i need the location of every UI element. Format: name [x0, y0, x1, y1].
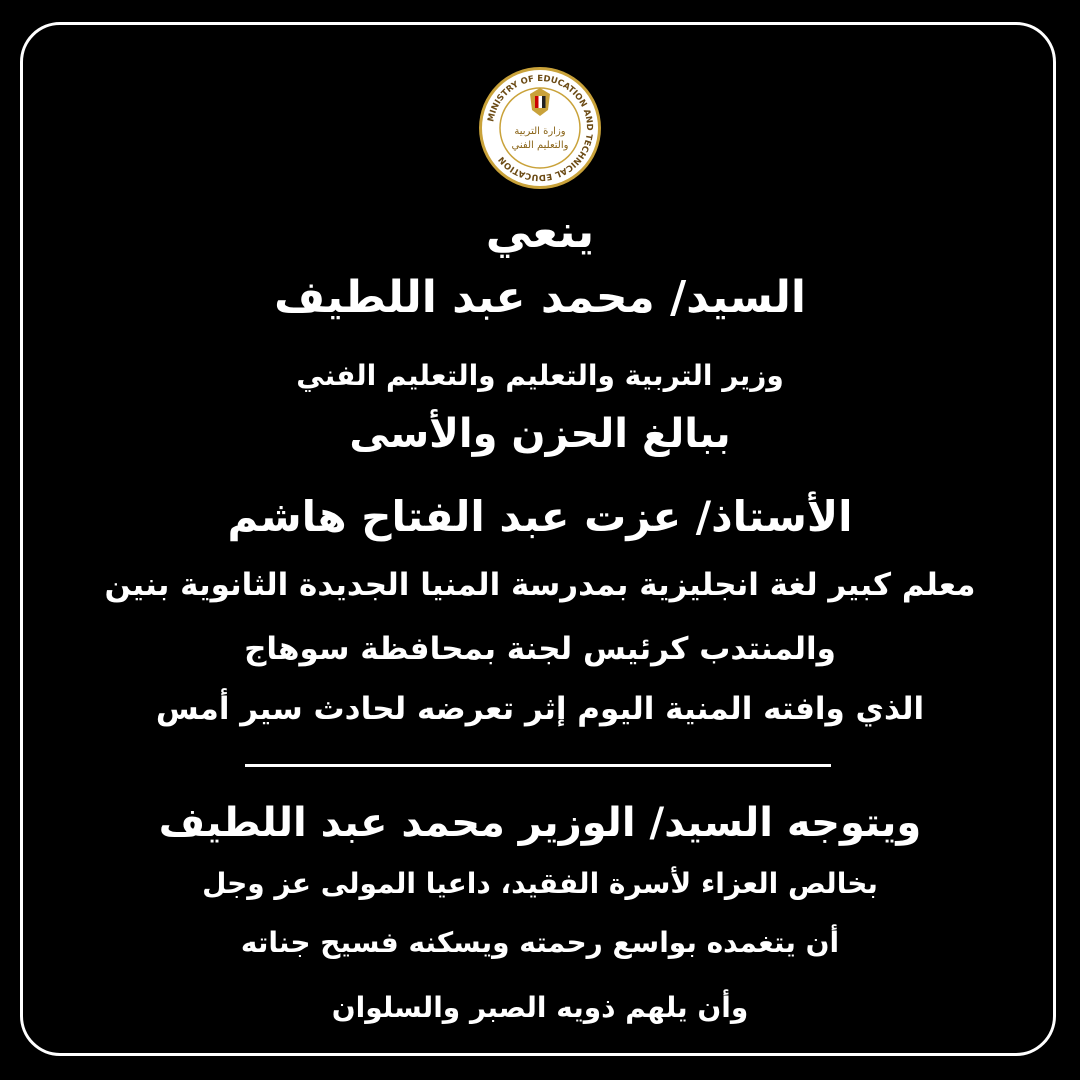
condolence-line: أن يتغمده بواسع رحمته ويسكنه فسيح جناته	[240, 926, 840, 959]
deceased-detail: والمنتدب كرئيس لجنة بمحافظة سوهاج	[244, 631, 836, 667]
sender-name: السيد/ محمد عبد اللطيف	[274, 272, 806, 323]
condolence-line: بخالص العزاء لأسرة الفقيد، داعيا المولى عز وجل	[202, 867, 878, 900]
grief-line: ببالغ الحزن والأسى	[349, 411, 731, 457]
deceased-detail: الذي وافته المنية اليوم إثر تعرضه لحادث سير أمس	[155, 691, 925, 727]
condolence-heading: ويتوجه السيد/ الوزير محمد عبد اللطيف	[158, 800, 922, 846]
condolence-line: وأن يلهم ذويه الصبر والسلوان	[331, 991, 749, 1024]
announcement-verb: ينعي	[485, 204, 595, 258]
ministry-seal-logo	[478, 66, 602, 190]
deceased-detail: معلم كبير لغة انجليزية بمدرسة المنيا الجديدة الثانوية بنين	[104, 567, 976, 603]
svg-text:MINISTRY OF EDUCATION AND TECH: MINISTRY OF EDUCATION AND TECHNICAL EDUCATION	[486, 73, 595, 183]
deceased-name: الأستاذ/ عزت عبد الفتاح هاشم	[227, 492, 853, 541]
sender-title: وزير التربية والتعليم والتعليم الفني	[296, 359, 784, 392]
divider	[245, 764, 831, 767]
svg-text:وزارة التربية: وزارة التربية	[514, 126, 566, 137]
svg-text:والتعليم الفني: والتعليم الفني	[511, 140, 569, 151]
